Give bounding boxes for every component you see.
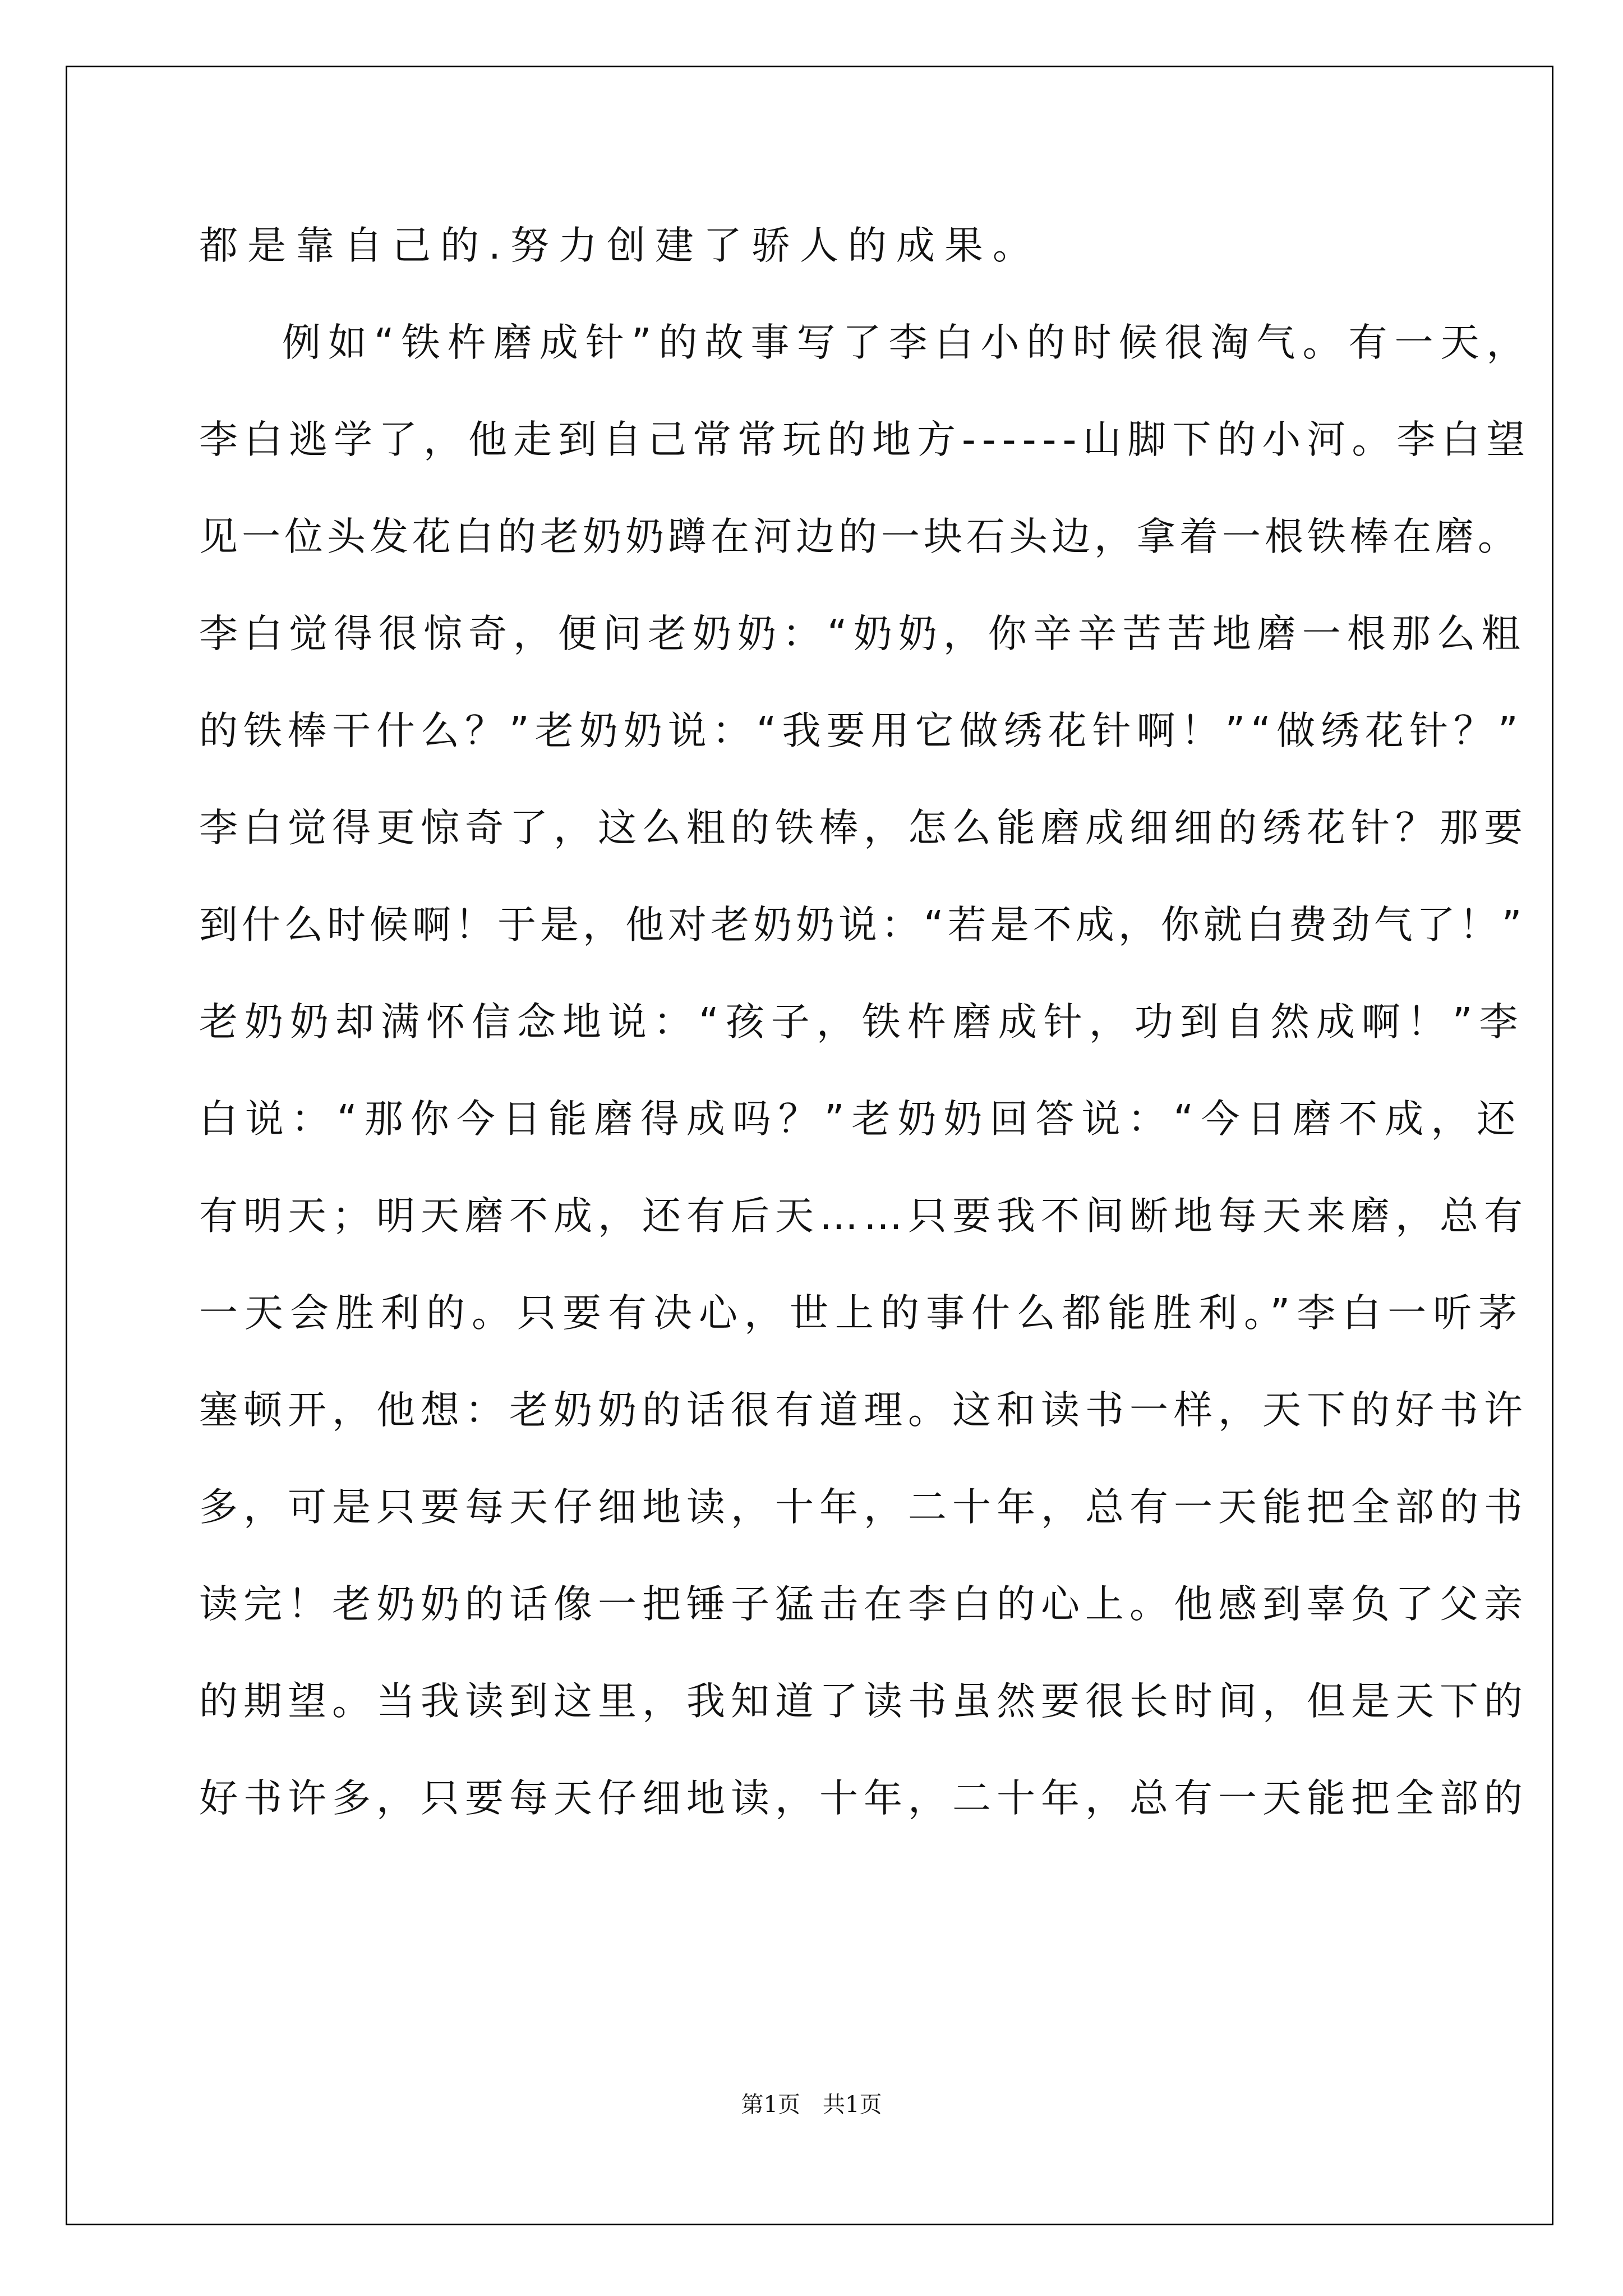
text-line: 多，可是只要每天仔细地读，十年，二十年，总有一天能把全部的书 (199, 1485, 1528, 1530)
text-line: 李白觉得更惊奇了，这么粗的铁棒，怎么能磨成细细的绣花针？那要 (199, 806, 1528, 850)
text-line: 的期望。当我读到这里，我知道了读书虽然要很长时间，但是天下的 (199, 1679, 1528, 1724)
text-line: 白说：“那你今日能磨得成吗？”老奶奶回答说：“今日磨不成，还 (199, 1097, 1523, 1142)
text-line: 的铁棒干什么？”老奶奶说：“我要用它做绣花针啊！”“做绣花针？” (199, 708, 1524, 753)
text-line: 李白觉得很惊奇，便问老奶奶：“奶奶，你辛辛苦苦地磨一根那么粗 (199, 611, 1527, 656)
text-line: 例如“铁杵磨成针”的故事写了李白小的时候很淘气。有一天， (282, 320, 1533, 365)
text-line: 老奶奶却满怀信念地说：“孩子，铁杵磨成针，功到自然成啊！”李 (199, 1000, 1525, 1045)
text-line: 到什么时候啊！于是，他对老奶奶说：“若是不成，你就白费劲气了！” (199, 903, 1526, 947)
text-line: 好书许多，只要每天仔细地读，十年，二十年，总有一天能把全部的 (199, 1776, 1528, 1821)
text-line: 李白逃学了，他走到自己常常玩的地方------山脚下的小河。李白望 (199, 417, 1532, 462)
text-line: 读完！老奶奶的话像一把锤子猛击在李白的心上。他感到辜负了父亲 (199, 1582, 1528, 1627)
page-footer: 第1页 共1页 (741, 2092, 882, 2118)
text-line: 有明天；明天磨不成，还有后天……只要我不间断地每天来磨，总有 (199, 1194, 1528, 1239)
text-line: 都是靠自己的.努力创建了骄人的成果。 (199, 223, 1041, 268)
text-line: 见一位头发花白的老奶奶蹲在河边的一块石头边，拿着一根铁棒在磨。 (199, 514, 1520, 559)
text-line: 塞顿开，他想：老奶奶的话很有道理。这和读书一样，天下的好书许 (199, 1388, 1528, 1433)
text-line: 一天会胜利的。只要有决心，世上的事什么都能胜利。”李白一听茅 (199, 1291, 1524, 1336)
